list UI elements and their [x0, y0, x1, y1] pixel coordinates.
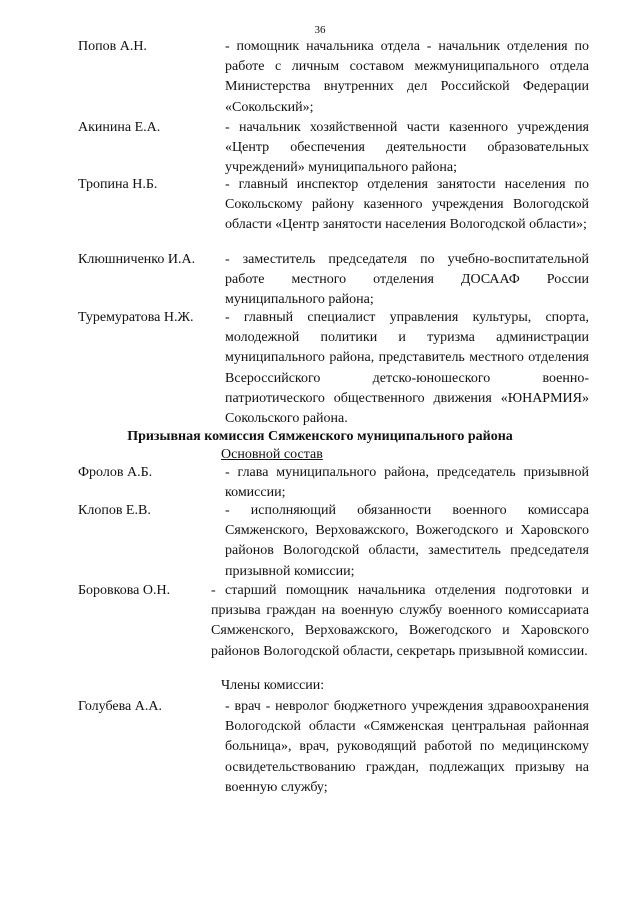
member-name: Тропина Н.Б.	[78, 177, 158, 192]
member-name: Клопов Е.В.	[78, 503, 151, 518]
page-number: 36	[314, 24, 326, 36]
member-description: - старший помощник начальника отделения подготовки и призыва граждан на военную службу военного комиссариата Сямженского, Верховажского, Вожегодского и Харовского районов Вологодской области, секретарь призывной комиссии.	[211, 583, 589, 659]
main-staff-label: Основной состав	[221, 447, 323, 462]
member-description: - врач - невролог бюджетного учреждения здравоохранения Вологодской области «Сямженская центральная районная больница», врач, руководящий работой по медицинскому освидетельствованию граждан, подлежащих призыву на военную службу;	[225, 699, 589, 795]
member-description: - главный инспектор отделения занятости населения по Сокольскому району казенного учреждения Вологодской области «Центр занятости населения Вологодской области»;	[225, 177, 589, 233]
members-label: Члены комиссии:	[221, 678, 325, 693]
member-description: - главный специалист управления культуры, спорта, молодежной политики и туризма администрации муниципального района, представитель местного отделения Всероссийского детско-юношеского военно-патриотического общественного движения «ЮНАРМИЯ» Сокольского района.	[225, 310, 589, 427]
member-description: - начальник хозяйственной части казенного учреждения «Центр обеспечения деятельности образовательных учреждений» муниципального района;	[225, 120, 589, 176]
member-name: Клюшниченко И.А.	[78, 252, 196, 267]
member-description: - глава муниципального района, председатель призывной комиссии;	[225, 465, 589, 501]
member-description: - помощник начальника отдела - начальник отделения по работе с личным составом межмуниципального отдела Министерства внутренних дел Российской Федерации «Сокольский»;	[225, 39, 589, 115]
member-name: Голубева А.А.	[78, 699, 162, 714]
member-name: Фролов А.Б.	[78, 465, 153, 480]
member-description: - исполняющий обязанности военного комиссара Сямженского, Верховажского, Вожегодского и Харовского районов Вологодской области, заместитель председателя призывной комиссии;	[225, 503, 589, 579]
section-heading: Призывная комиссия Сямженского муниципального района	[127, 429, 513, 444]
member-name: Боровкова О.Н.	[78, 583, 171, 598]
member-description: - заместитель председателя по учебно-воспитательной работе местного отделения ДОСААФ России муниципального района;	[225, 252, 589, 308]
member-name: Туремуратова Н.Ж.	[78, 310, 194, 325]
member-name: Акинина Е.А.	[78, 120, 161, 135]
member-name: Попов А.Н.	[78, 39, 147, 54]
